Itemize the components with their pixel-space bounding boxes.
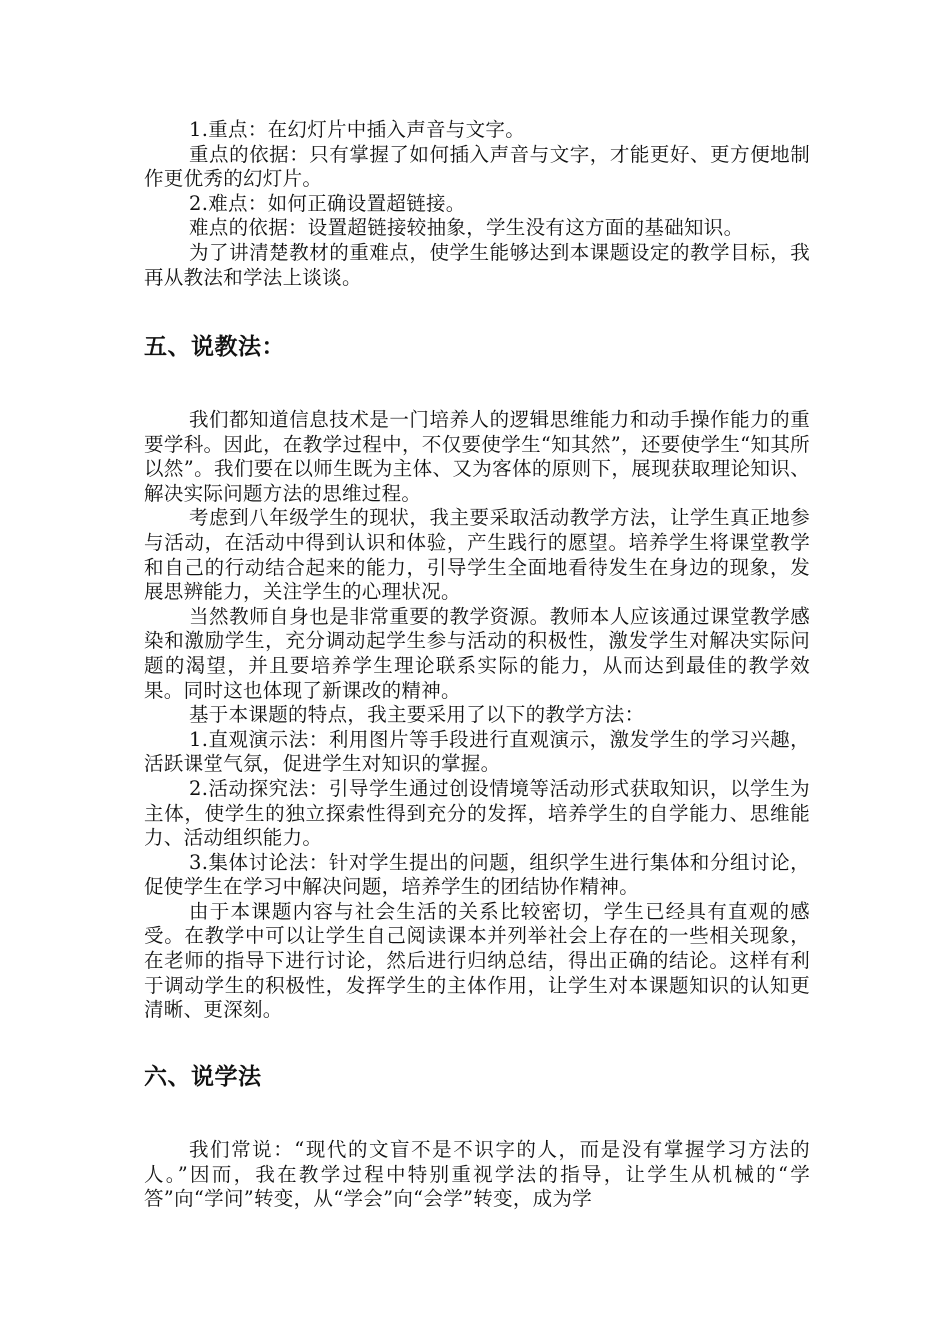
section-heading-learning-methods: 六、说学法 xyxy=(144,1064,262,1090)
key-point-basis-paragraph: 重点的依据：只有掌握了如何插入声音与文字，才能更好、更方便地制作更优秀的幻灯片。 xyxy=(144,142,810,191)
transition-paragraph: 为了讲清楚教材的重难点，使学生能够达到本课题设定的教学目标，我再从教法和学法上谈谈。 xyxy=(144,240,810,289)
body-paragraph: 基于本课题的特点，我主要采用了以下的教学方法： xyxy=(189,703,645,727)
method-item-3: 3.集体讨论法：针对学生提出的问题，组织学生进行集体和分组讨论，促使学生在学习中解决问题，培养学生的团结协作精神。 xyxy=(144,850,810,899)
difficulty-basis-paragraph: 难点的依据：设置超链接较抽象，学生没有这方面的基础知识。 xyxy=(189,216,744,240)
difficulty-paragraph: 2.难点：如何正确设置超链接。 xyxy=(189,191,466,215)
body-paragraph: 我们都知道信息技术是一门培养人的逻辑思维能力和动手操作能力的重要学科。因此，在教学过程中，不仅要使学生“知其然”，还要使学生“知其所以然”。我们要在以师生既为主体、又为客体的原则下，展现获取理论知识、解决实际问题方法的思维过程。 xyxy=(144,408,810,505)
key-points-section xyxy=(144,118,810,290)
body-paragraph: 考虑到八年级学生的现状，我主要采取活动教学方法，让学生真正地参与活动，在活动中得到认识和体验，产生践行的愿望。培养学生将课堂教学和自己的行动结合起来的能力，引导学生全面地看待发生在身边的现象，发展思辨能力，关注学生的心理状况。 xyxy=(144,506,810,604)
body-paragraph: 由于本课题内容与社会生活的关系比较密切，学生已经具有直观的感受。在教学中可以让学生自己阅读课本并列举社会上存在的一些相关现象，在老师的指导下进行讨论，然后进行归纳总结，得出正确的结论。这样有利于调动学生的积极性，发挥学生的主体作用，让学生对本课题知识的认知更清晰、更深刻。 xyxy=(144,899,810,1022)
section-heading-teaching-methods: 五、说教法： xyxy=(144,334,285,360)
key-point-paragraph: 1.重点：在幻灯片中插入声音与文字。 xyxy=(189,118,526,141)
learning-methods-section xyxy=(144,1138,810,1212)
method-item-2: 2.活动探究法：引导学生通过创设情境等活动形式获取知识，以学生为主体，使学生的独立探索性得到充分的发挥，培养学生的自学能力、思维能力、活动组织能力。 xyxy=(144,776,810,850)
teaching-methods-section xyxy=(144,408,810,1023)
body-paragraph: 我们常说：“现代的文盲不是不识字的人，而是没有掌握学习方法的人。”因而，我在教学过程中特别重视学法的指导，让学生从机械的“学答”向“学问”转变，从“学会”向“会学”转变，成为学 xyxy=(144,1138,810,1211)
body-paragraph: 当然教师自身也是非常重要的教学资源。教师本人应该通过课堂教学感染和激励学生，充分调动起学生参与活动的积极性，激发学生对解决实际问题的渴望，并且要培养学生理论联系实际的能力，从而达到最佳的教学效果。同时这也体现了新课改的精神。 xyxy=(144,604,810,702)
method-item-1: 1.直观演示法：利用图片等手段进行直观演示，激发学生的学习兴趣，活跃课堂气氛，促进学生对知识的掌握。 xyxy=(144,727,810,776)
